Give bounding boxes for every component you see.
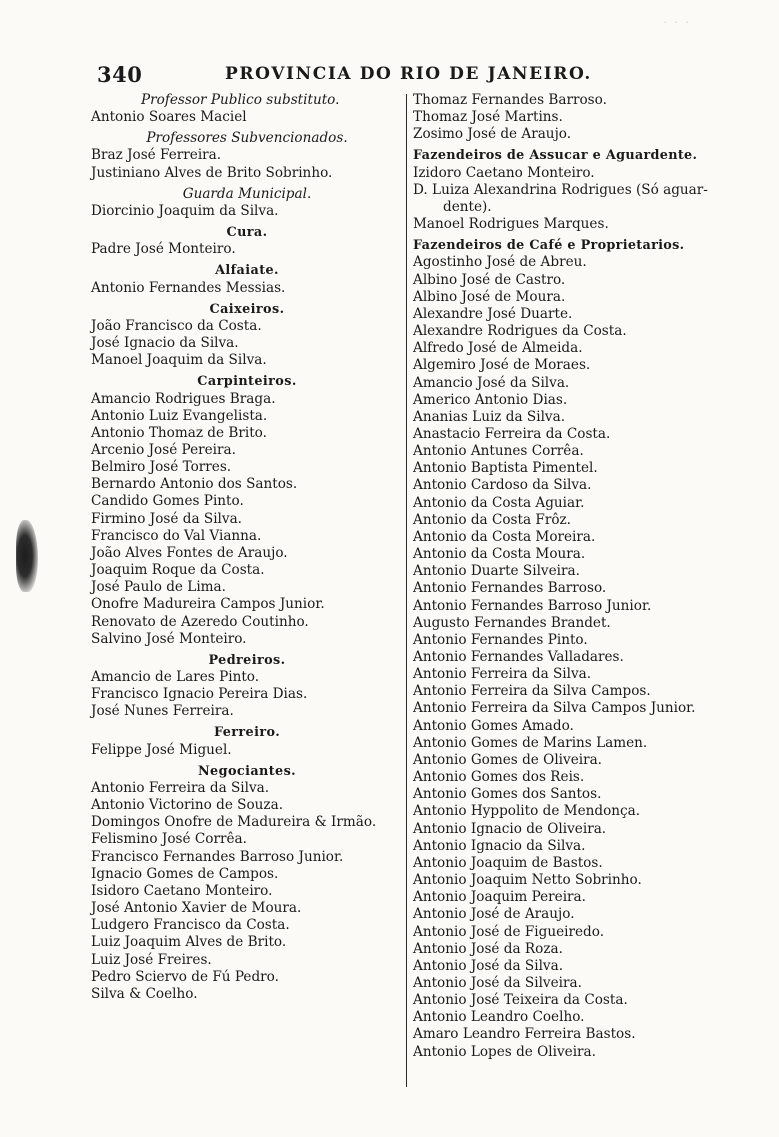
list-item: Antonio José da Silva.: [413, 957, 564, 974]
list-item: Bernardo Antonio dos Santos.: [91, 476, 298, 493]
list-item: Antonio Joaquim Netto Sobrinho.: [413, 872, 642, 889]
list-item: Ludgero Francisco da Costa.: [91, 917, 290, 934]
list-item: Zosimo José de Araujo.: [413, 126, 572, 143]
list-item: Domingos Onofre de Madureira & Irmão.: [91, 814, 377, 831]
section-heading: Ferreiro.: [213, 725, 281, 741]
list-item: Amancio de Lares Pinto.: [91, 669, 260, 685]
list-item: Agostinho José de Abreu.: [413, 254, 587, 271]
list-item: Manoel Rodrigues Marques.: [413, 216, 609, 233]
list-item: Antonio Cardoso da Silva.: [413, 477, 592, 494]
right-column: [413, 92, 735, 1061]
section-heading: Guarda Municipal.: [182, 185, 312, 202]
list-item: Joaquim Roque da Costa.: [91, 562, 265, 579]
list-item: Anastacio Ferreira da Costa.: [413, 425, 611, 442]
list-item: Antonio Fernandes Valladares.: [413, 649, 624, 665]
section-heading: Fazendeiros de Assucar e Aguardente.: [413, 148, 698, 164]
section-heading: Alfaiate.: [215, 263, 279, 279]
list-item: Amancio Rodrigues Braga.: [91, 390, 276, 407]
list-item: Felismino José Corrêa.: [91, 831, 247, 848]
list-item: Manoel Joaquim da Silva.: [91, 352, 267, 369]
running-head: PROVINCIA DO RIO DE JANEIRO.: [225, 64, 592, 84]
column-divider: [406, 94, 407, 1087]
list-item: José Paulo de Lima.: [91, 579, 226, 596]
list-item: Antonio Ignacio de Oliveira.: [413, 820, 607, 837]
list-item: Ananias Luiz da Silva.: [413, 408, 566, 425]
list-item: Francisco Ignacio Pereira Dias.: [91, 686, 308, 703]
list-item: Antonio Victorino de Souza.: [91, 797, 284, 814]
page-number: 340: [97, 62, 143, 87]
list-item: Antonio Ferreira da Silva Campos.: [413, 683, 651, 700]
list-item: João Francisco da Costa.: [91, 317, 262, 334]
section-heading: Negociantes.: [197, 763, 297, 779]
list-item: Antonio da Costa Moreira.: [413, 528, 596, 545]
section-heading: Fazendeiros de Café e Proprietarios.: [413, 238, 685, 254]
list-item: Algemiro José de Moraes.: [413, 357, 591, 374]
list-item: José Nunes Ferreira.: [91, 703, 234, 720]
list-item: Luiz Joaquim Alves de Brito.: [91, 934, 287, 951]
list-item: Izidoro Caetano Monteiro.: [413, 164, 595, 181]
list-item: Antonio Joaquim de Bastos.: [413, 854, 603, 871]
list-item: Antonio Ferreira da Silva.: [413, 666, 592, 683]
list-item: Antonio Ferreira da Silva Campos Junior.: [413, 700, 696, 717]
list-item: Albino José de Castro.: [413, 271, 566, 288]
list-item: Antonio Fernandes Messias.: [91, 279, 286, 296]
bleed-through-marks: · · ·: [663, 16, 691, 29]
list-item: Antonio José Teixeira da Costa.: [413, 992, 628, 1009]
list-item: Antonio Fernandes Barroso Junior.: [413, 597, 652, 614]
list-item: Antonio Gomes de Marins Lamen.: [413, 734, 648, 751]
list-item: Justiniano Alves de Brito Sobrinho.: [91, 164, 333, 181]
list-item: Augusto Fernandes Brandet.: [413, 614, 611, 631]
list-item: José Ignacio da Silva.: [91, 335, 239, 352]
list-item: Antonio Thomaz de Brito.: [91, 424, 267, 441]
list-item: Antonio Joaquim Pereira.: [413, 889, 586, 906]
list-item-continuation: dente).: [443, 198, 492, 215]
list-item: Antonio da Costa Moura.: [413, 546, 586, 563]
left-column: [91, 92, 403, 1003]
list-item: Renovato de Azeredo Coutinho.: [91, 613, 309, 630]
list-item: Francisco Fernandes Barroso Junior.: [91, 848, 344, 865]
list-item: Belmiro José Torres.: [91, 459, 232, 476]
list-item: Luiz José Freires.: [91, 951, 212, 968]
list-item: Antonio Fernandes Barroso.: [413, 580, 607, 597]
list-item: Antonio Ignacio da Silva.: [413, 837, 586, 854]
list-item: Antonio José da Silveira.: [413, 974, 582, 991]
list-item: Antonio Hyppolito de Mendonça.: [413, 803, 641, 820]
list-item: José Antonio Xavier de Moura.: [91, 900, 302, 917]
section-heading: Professores Subvencionados.: [146, 130, 348, 147]
list-item: Isidoro Caetano Monteiro.: [91, 882, 273, 899]
list-item: Albino José de Moura.: [413, 288, 566, 305]
list-item: Amaro Leandro Ferreira Bastos.: [413, 1026, 636, 1043]
list-item: Diorcinio Joaquim da Silva.: [91, 202, 279, 219]
section-heading: Professor Publico substituto.: [141, 92, 340, 108]
list-item: Arcenio José Pereira.: [91, 441, 236, 458]
list-item: Antonio Duarte Silveira.: [413, 563, 580, 580]
list-item: D. Luiza Alexandrina Rodrigues (Só aguar-: [413, 181, 708, 198]
list-item: Felippe José Miguel.: [91, 741, 232, 758]
list-item: Antonio Ferreira da Silva.: [91, 779, 270, 796]
list-item: Candido Gomes Pinto.: [91, 493, 244, 510]
ink-blot: [16, 520, 38, 592]
list-item: Antonio Lopes de Oliveira.: [413, 1043, 596, 1060]
list-item: Antonio Gomes de Oliveira.: [413, 751, 603, 768]
list-item: Antonio Gomes Amado.: [413, 717, 574, 734]
list-item: Onofre Madureira Campos Junior.: [91, 596, 325, 613]
list-item: João Alves Fontes de Araujo.: [91, 544, 288, 561]
list-item: Americo Antonio Dias.: [413, 391, 568, 408]
section-heading: Caixeiros.: [209, 301, 285, 317]
list-item: Thomaz José Martins.: [413, 109, 563, 126]
list-item: Antonio José de Araujo.: [413, 906, 575, 923]
list-item: Antonio Leandro Coelho.: [413, 1009, 585, 1026]
list-item: Antonio Soares Maciel: [91, 109, 247, 126]
section-heading: Cura.: [226, 225, 268, 241]
list-item: Thomaz Fernandes Barroso.: [413, 92, 607, 108]
list-item: Padre José Monteiro.: [91, 241, 236, 258]
section-heading: Pedreiros.: [208, 652, 286, 668]
list-item: Amancio José da Silva.: [413, 374, 570, 391]
list-item: Alfredo José de Almeida.: [413, 340, 583, 357]
list-item: Pedro Sciervo de Fú Pedro.: [91, 968, 279, 985]
list-item: Antonio José da Roza.: [413, 940, 563, 957]
list-item: Antonio da Costa Aguiar.: [413, 494, 585, 511]
list-item: Antonio Baptista Pimentel.: [413, 460, 598, 477]
list-item: Firmino José da Silva.: [91, 510, 242, 527]
list-item: Alexandre José Duarte.: [413, 305, 573, 322]
list-item: Antonio Antunes Corrêa.: [413, 443, 584, 460]
list-item: Alexandre Rodrigues da Costa.: [413, 323, 627, 340]
list-item: Silva & Coelho.: [91, 985, 198, 1002]
list-item: Antonio Luiz Evangelista.: [91, 407, 268, 424]
list-item: Francisco do Val Vianna.: [91, 527, 262, 544]
list-item: Antonio Gomes dos Santos.: [413, 786, 602, 803]
section-heading: Carpinteiros.: [197, 374, 297, 390]
list-item: Antonio Fernandes Pinto.: [413, 631, 588, 648]
list-item: Salvino José Monteiro.: [91, 630, 247, 647]
list-item: Antonio da Costa Frôz.: [413, 511, 572, 528]
list-item: Braz José Ferreira.: [91, 147, 222, 164]
list-item: Ignacio Gomes de Campos.: [91, 865, 279, 882]
list-item: Antonio Gomes dos Reis.: [413, 769, 585, 786]
list-item: Antonio José de Figueiredo.: [413, 923, 605, 940]
